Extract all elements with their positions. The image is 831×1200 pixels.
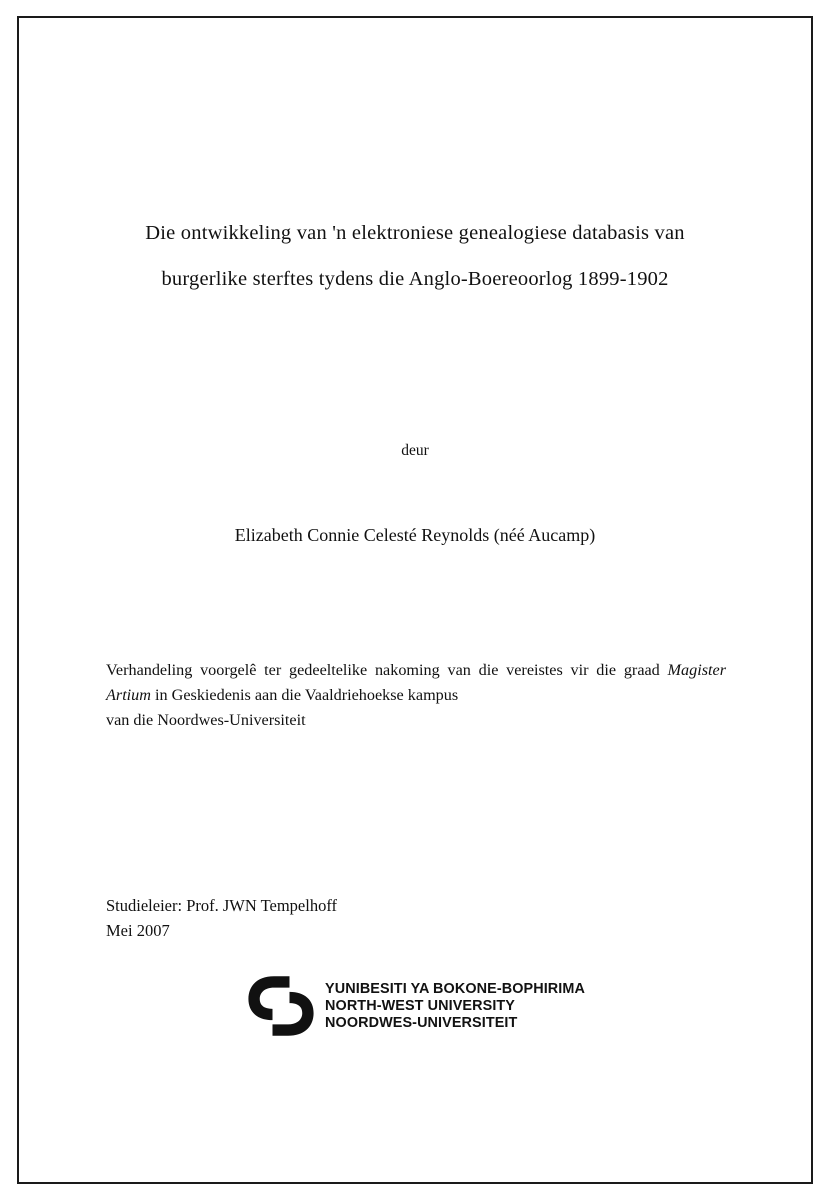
title-line-2: burgerlike sterftes tydens die Anglo-Boereoorlog 1899-1902 (161, 268, 669, 290)
statement-part-3: van die Noordwes-Universiteit (106, 711, 306, 729)
title-line-1: Die ontwikkeling van 'n elektroniese genealogiese databasis van (145, 222, 685, 244)
university-logo (100, 972, 730, 1040)
page-title (100, 210, 730, 302)
page-content (100, 60, 730, 1140)
logo-line-1: YUNIBESITI YA BOKONE-BOPHIRIMA (325, 980, 585, 997)
statement-degree: Magister Artium (106, 661, 726, 704)
north-west-university-logo-icon (245, 972, 317, 1040)
statement-part-2: in Geskiedenis aan die Vaaldriehoekse kampus (150, 686, 459, 704)
supervisor-line: Studieleier: Prof. JWN Tempelhoff (106, 896, 338, 915)
degree-statement (106, 658, 726, 733)
logo-line-2: NORTH-WEST UNIVERSITY (325, 997, 516, 1014)
supervisor-block (106, 893, 726, 943)
statement-part-1: Verhandeling voorgelê ter gedeeltelike nakoming van die vereistes vir die graad (106, 661, 668, 679)
author-name: Elizabeth Connie Celesté Reynolds (néé Aucamp) (234, 525, 596, 545)
byline-label: deur (401, 442, 429, 459)
date-line: Mei 2007 (106, 921, 170, 940)
logo-line-3: NOORDWES-UNIVERSITEIT (325, 1014, 518, 1031)
university-logo-text (325, 981, 585, 1032)
